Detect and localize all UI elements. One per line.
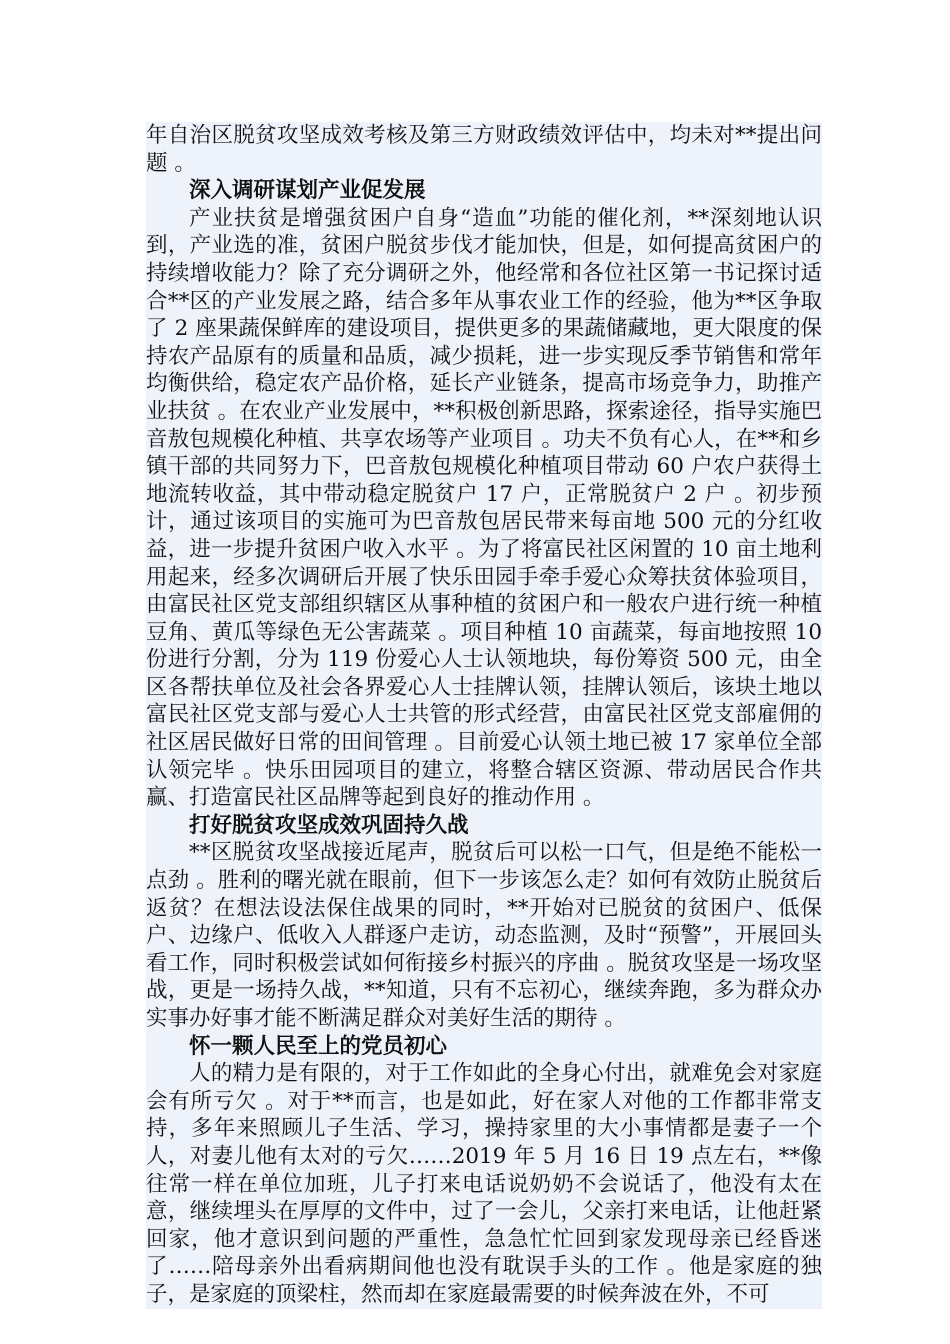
paragraph-industry: 产业扶贫是增强贫困户自身“造血”功能的催化剂，**深刻地认识到，产业选的准，贫困户脱贫步伐才能加快，但是，如何提高贫困户的持续增收能力？除了充分调研之外，他经常和各位社区第一书记探讨适合**区的产业发展之路，结合多年从事农业工作的经验，他为**区争取了 2 座果蔬保鲜库的建设项目，提供更多的果蔬储藏地，更大限度的保持农产品原有的质量和品质，减少损耗，进一步实现反季节销售和常年均衡供给，稳定农产品价格，延长产业链条，提高市场竞争力，助推产业扶贫 。在农业产业发展中，**积极创新思路，探索途径，指导实施巴音敖包规模化种植、共享农场等产业项目 。功夫不负有心人，在**和乡镇干部的共同努力下，巴音敖包规模化种植项目带动 60 户农户获得土地流转收益，其中带动稳定脱贫户 17 户，正常脱贫户 2 户 。初步预计，通过该项目的实施可为巴音敖包居民带来每亩地 500 元的分红收益，进一步提升贫困户收入水平 。为了将富民社区闲置的 10 亩土地利用起来，经多次调研后开展了快乐田园手牵手爱心众筹扶贫体验项目，由富民社区党支部组织辖区从事种植的贫困户和一般农户进行统一种植豆角、黄瓜等绿色无公害蔬菜 。项目种植 10 亩蔬菜，每亩地按照 10 份进行分割，分为 119 份爱心人士认领地块，每份筹资 500 元，由全区各帮扶单位及社会各界爱心人士挂牌认领，挂牌认领后，该块土地以富民社区党支部与爱心人士共管的形式经营，由富民社区党支部雇佣的社区居民做好日常的田间管理 。目前爱心认领土地已被 17 家单位全部认领完毕 。快乐田园项目的建立，将整合辖区资源、带动居民合作共赢、打造富民社区品牌等起到良好的推动作用 。: [146, 205, 822, 811]
paragraph-consolidation: **区脱贫攻坚战接近尾声，脱贫后可以松一口气，但是绝不能松一点劲 。胜利的曙光就在眼前，但下一步该怎么走？如何有效防止脱贫后返贫？在想法设法保住战果的同时，**开始对已脱贫的贫困户、低保户、边缘户、低收入人群逐户走访，动态监测，及时“预警”，开展回头看工作，同时积极尝试如何衔接乡村振兴的序曲 。脱贫攻坚是一场攻坚战，更是一场持久战，**知道，只有不忘初心，继续奔跑，多为群众办实事办好事才能不断满足群众对美好生活的期待 。: [146, 840, 822, 1031]
section-heading-consolidation: 打好脱贫攻坚成效巩固持久战: [189, 812, 469, 838]
paragraph-intro: 年自治区脱贫攻坚成效考核及第三方财政绩效评估中，均未对**提出问题 。: [146, 123, 822, 176]
document-text-block: [146, 122, 822, 1309]
section-heading-industry: 深入调研谋划产业促发展: [189, 178, 426, 204]
section-heading-original-aspiration: 怀一颗人民至上的党员初心: [189, 1033, 448, 1059]
paragraph-original-aspiration: 人的精力是有限的，对于工作如此的全身心付出，就难免会对家庭会有所亏欠 。对于**而言，也是如此，好在家人对他的工作都非常支持，多年来照顾儿子生活、学习，操持家里的大小事情都是妻子一个人，对妻儿他有太对的亏欠……2019 年 5 月 16 日 19 点左右，**像往常一样在单位加班，儿子打来电话说奶奶不会说话了，他没有太在意，继续埋头在厚厚的文件中，过了一会儿，父亲打来电话，让他赶紧回家，他才意识到问题的严重性，急急忙忙回到家发现母亲已经昏迷了……陪母亲外出看病期间他也没有耽误手头的工作 。他是家庭的独子，是家庭的顶梁柱，然而却在家庭最需要的时候奔波在外，不可: [146, 1061, 822, 1307]
